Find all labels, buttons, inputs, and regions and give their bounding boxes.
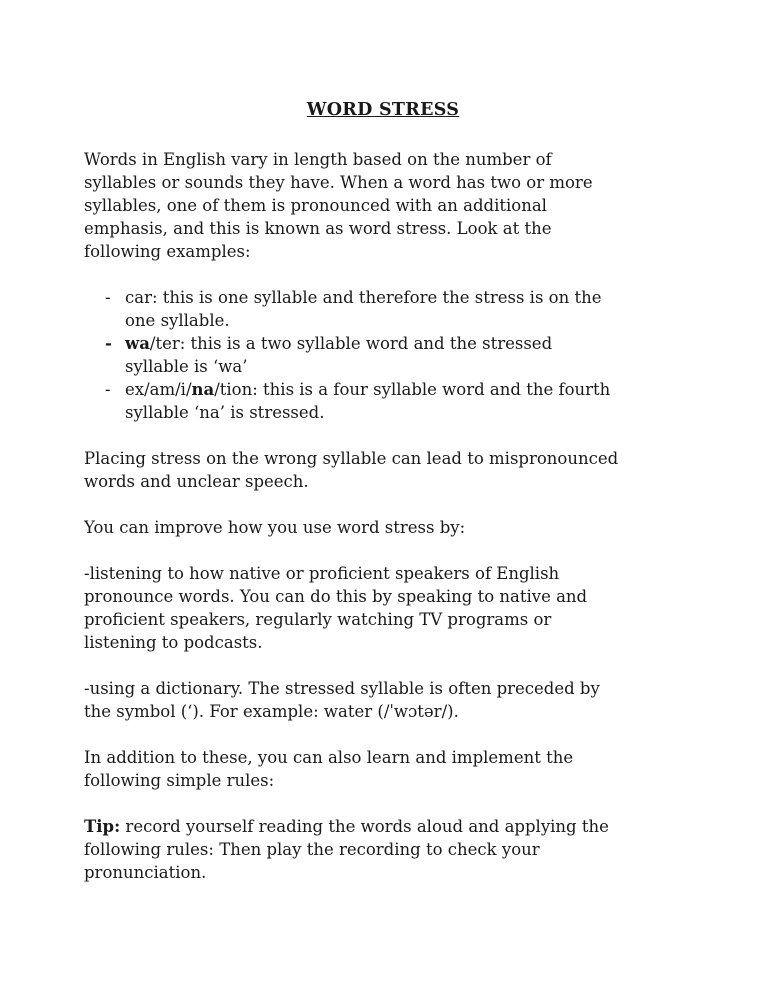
paragraph-listening: -listening to how native or proficient speakers of English pronounce words. You can do this by speaking to native and proficient speakers, regularly watching TV programs or listening to podcasts. <box>84 564 588 652</box>
paragraph-improve: You can improve how you use word stress by: <box>84 518 466 537</box>
list-item-text: ex/am/i/na/tion: this is a four syllable word and the fourth syllable ‘na’ is stressed. <box>125 380 611 422</box>
list-item-text: wa/ter: this is a two syllable word and the stressed syllable is ‘wa’ <box>125 334 553 376</box>
list-dash: - <box>105 288 111 307</box>
paragraph-dictionary: -using a dictionary. The stressed syllable is often preceded by the symbol (‘). For example: water (/ˈwɔtər/). <box>84 679 600 721</box>
paragraph-addition: In addition to these, you can also learn and implement the following simple rules: <box>84 748 574 790</box>
paragraph-intro: Words in English vary in length based on the number of syllables or sounds they have. When a word has two or more syllables, one of them is pronounced with an additional emphasis, and this is known as word stress. Look at the following examples: <box>84 150 593 261</box>
paragraph-tip: Tip: record yourself reading the words aloud and applying the following rules: Then play the recording to check your pronunciation. <box>84 817 609 882</box>
list-dash: - <box>105 380 111 399</box>
examples-list <box>84 286 614 424</box>
list-item-car <box>105 286 614 332</box>
list-item-examination <box>105 378 614 424</box>
list-dash: - <box>105 334 112 353</box>
list-item-water <box>105 332 614 378</box>
list-item-text: car: this is one syllable and therefore the stress is on the one syllable. <box>125 288 602 330</box>
document-title: WORD STRESS <box>306 100 460 120</box>
paragraph-mispronounced: Placing stress on the wrong syllable can lead to mispronounced words and unclear speech. <box>84 449 619 491</box>
